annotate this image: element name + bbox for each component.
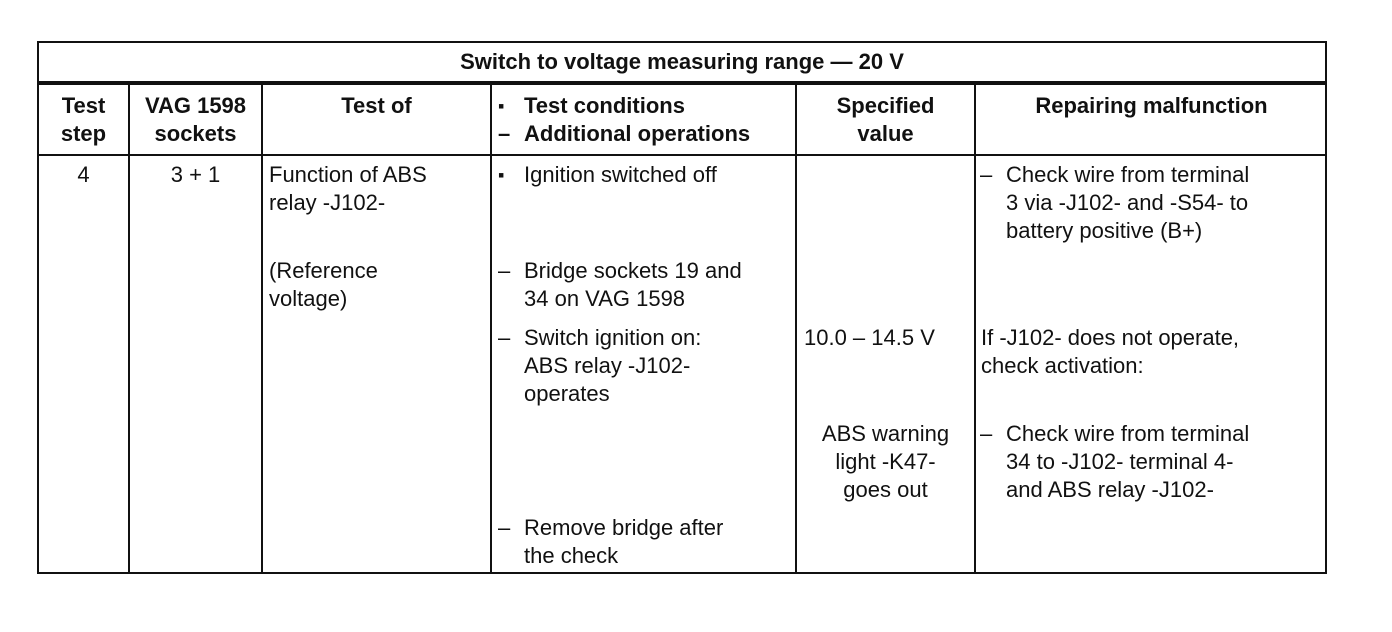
- text-line: the check: [524, 543, 619, 568]
- header-text: sockets: [154, 121, 237, 146]
- bullet-marker: ▪: [498, 165, 505, 185]
- specified-voltage: 10.0 – 14.5 V: [804, 325, 935, 350]
- dash-marker: –: [498, 325, 511, 350]
- text-line: 34 on VAG 1598: [524, 286, 686, 311]
- col-divider-2: [261, 84, 263, 574]
- cell-test-step: 4: [77, 162, 90, 187]
- text-line: check activation:: [981, 353, 1144, 378]
- header-text: VAG 1598: [144, 93, 247, 118]
- text-line: 3 via -J102- and -S54- to: [1006, 190, 1249, 215]
- col-divider-1: [128, 84, 130, 574]
- text-line: 34 to -J102- terminal 4-: [1006, 449, 1234, 474]
- text-line: If -J102- does not operate,: [981, 325, 1240, 350]
- header-text: Test: [61, 93, 106, 118]
- header-text: step: [60, 121, 107, 146]
- col-divider-5: [974, 84, 976, 574]
- bullet-marker: ▪: [498, 96, 505, 116]
- dash-marker: –: [980, 421, 993, 446]
- header-text: value: [857, 121, 914, 146]
- header-text: Test conditions: [524, 93, 685, 118]
- cell-test-of-note: [269, 257, 489, 313]
- repair-check-wire-terminal-3: [1006, 161, 1249, 245]
- text-line: ABS relay -J102-: [524, 353, 691, 378]
- text-line: (Reference: [269, 258, 378, 283]
- header-divider: [39, 154, 1325, 156]
- header-text: Specified: [836, 93, 935, 118]
- condition-bridge-sockets: [524, 257, 742, 313]
- text-line: relay -J102-: [269, 190, 386, 215]
- header-text: Test of: [341, 93, 412, 118]
- condition-switch-ignition-on: [524, 324, 701, 408]
- dash-marker: –: [980, 162, 993, 187]
- cell-sockets: 3 + 1: [170, 162, 221, 187]
- header-repairing: [976, 92, 1327, 120]
- title-divider: [39, 81, 1325, 85]
- text-line: ABS warning: [821, 421, 950, 446]
- test-table: [37, 41, 1327, 574]
- text-line: Check wire from terminal: [1006, 162, 1250, 187]
- text-line: Remove bridge after: [524, 515, 724, 540]
- col-divider-3: [490, 84, 492, 574]
- header-test-step: [39, 92, 128, 148]
- dash-marker: –: [498, 258, 511, 283]
- text-line: Switch ignition on:: [524, 325, 702, 350]
- text-line: Bridge sockets 19 and: [524, 258, 742, 283]
- text-line: voltage): [269, 286, 348, 311]
- text-line: and ABS relay -J102-: [1006, 477, 1214, 502]
- dash-marker: –: [498, 121, 511, 146]
- text-line: operates: [524, 381, 610, 406]
- text-line: Check wire from terminal: [1006, 421, 1250, 446]
- text-line: battery positive (B+): [1006, 218, 1203, 243]
- condition-remove-bridge: [524, 514, 723, 570]
- dash-marker: –: [498, 515, 511, 540]
- table-title: Switch to voltage measuring range — 20 V: [460, 49, 904, 74]
- text-line: light -K47-: [835, 449, 936, 474]
- cell-test-of: [269, 161, 489, 217]
- header-specified-value: [797, 92, 974, 148]
- header-sockets: [130, 92, 261, 148]
- header-test-of: [263, 92, 490, 120]
- header-text: Additional operations: [524, 121, 751, 146]
- repair-check-wire-terminal-34: [1006, 420, 1249, 504]
- text-line: Function of ABS: [269, 162, 427, 187]
- specified-warning-light: [797, 420, 974, 504]
- header-text: Repairing malfunction: [1035, 93, 1268, 118]
- condition-ignition-off: Ignition switched off: [524, 162, 717, 187]
- repair-check-activation: [981, 324, 1239, 380]
- text-line: goes out: [843, 477, 928, 502]
